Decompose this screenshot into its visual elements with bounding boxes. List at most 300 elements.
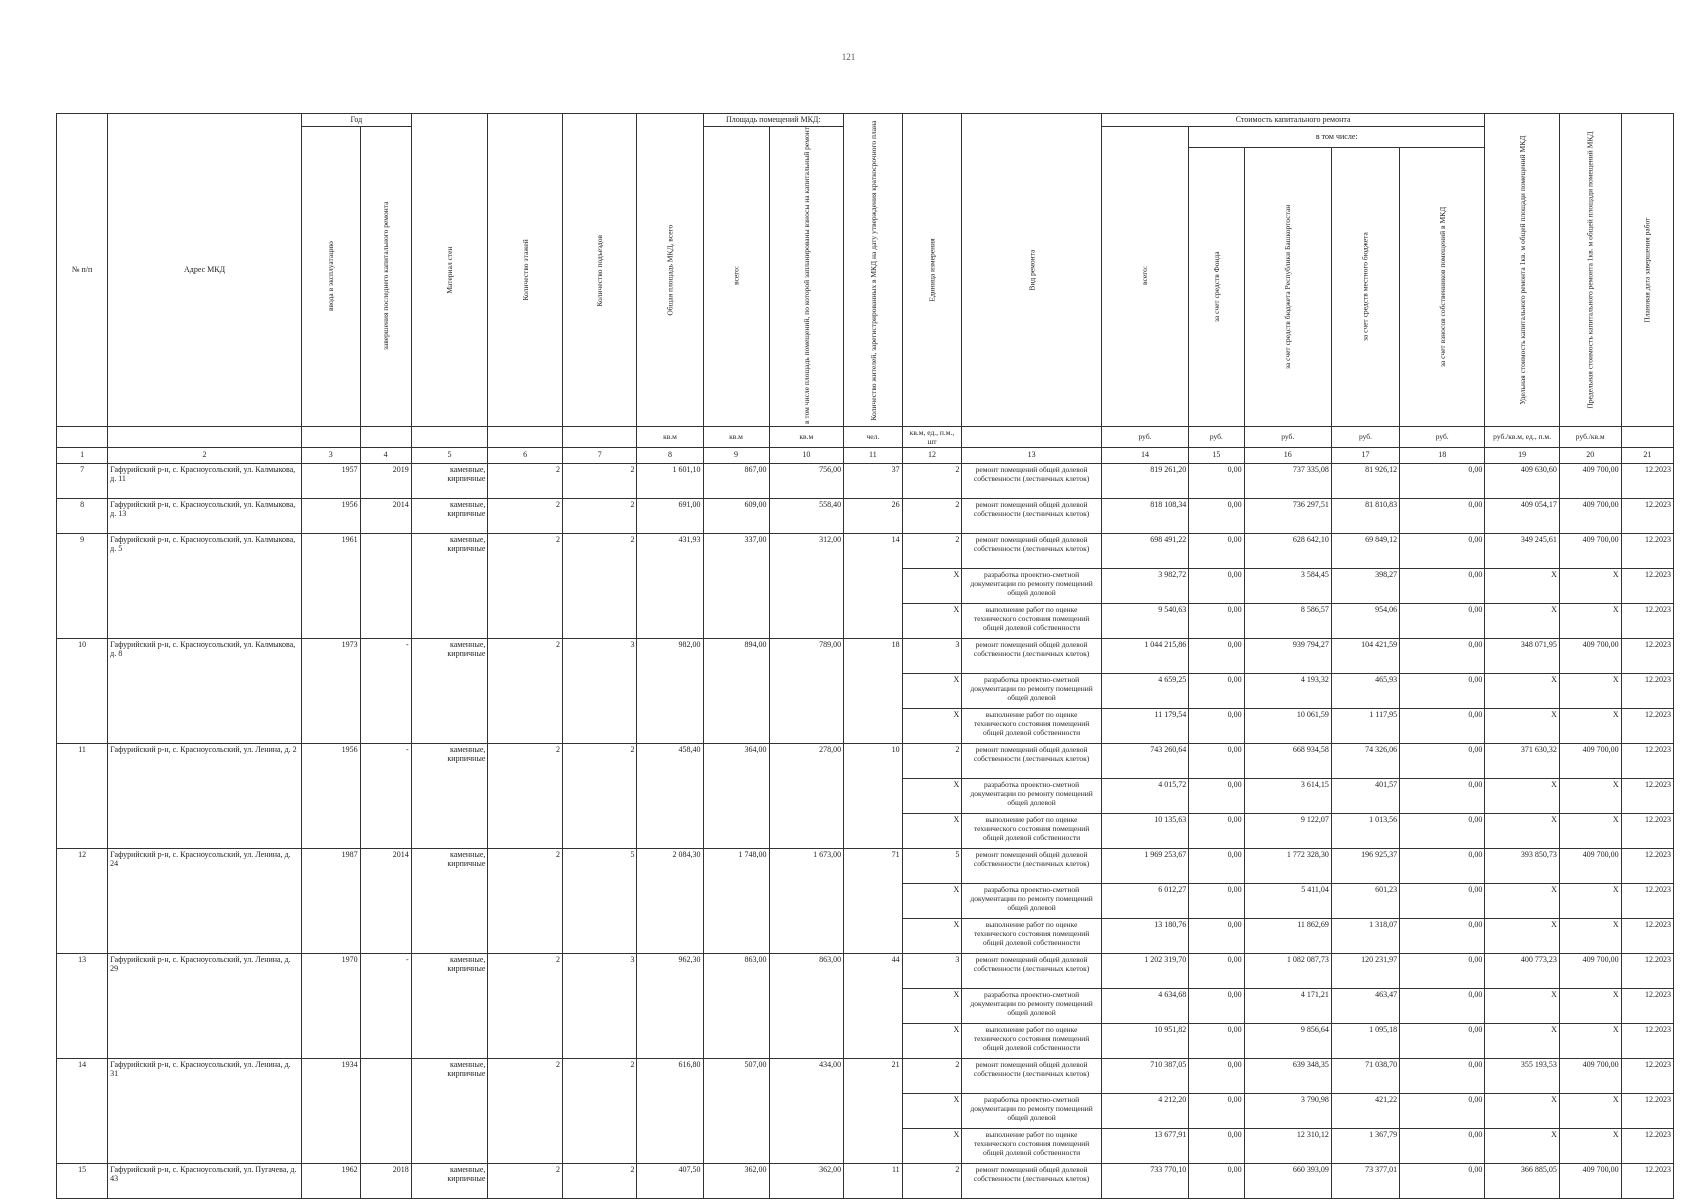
specific-cost: 348 071,95 — [1485, 638, 1560, 673]
cost-owners: 0,00 — [1400, 638, 1485, 673]
cost-republic: 668 934,58 — [1244, 743, 1331, 778]
cost-local: 81 926,12 — [1331, 463, 1399, 498]
column-number: 20 — [1559, 447, 1621, 463]
header-cost-local: за счет средств местного бюджета — [1331, 147, 1399, 426]
wall-material-cell: каменные, кирпичные — [411, 463, 488, 498]
address-cell: Гафурийский р-н, с. Красноусольский, ул. Калмыкова, д. 8 — [108, 638, 302, 743]
cost-republic: 4 193,32 — [1244, 673, 1331, 708]
header-cost-total: всего: — [1101, 126, 1188, 426]
repair-type: выполнение работ по оценке технического состояния помещений общей долевой собственности — [962, 813, 1102, 848]
wall-material-cell: каменные, кирпичные — [411, 743, 488, 848]
cost-local: 1 095,18 — [1331, 1023, 1399, 1058]
repair-type: ремонт помещений общей долевой собственности (лестничных клеток) — [962, 638, 1102, 673]
premises-repair-cell: 558,40 — [769, 498, 844, 533]
cost-republic: 11 862,69 — [1244, 918, 1331, 953]
repair-type: ремонт помещений общей долевой собственности (лестничных клеток) — [962, 463, 1102, 498]
table-row — [57, 1163, 1674, 1198]
unit-cell — [962, 426, 1102, 447]
header-entrances: Количество подъездов — [562, 114, 637, 427]
limit-cost: X — [1559, 673, 1621, 708]
deadline: 12.2023 — [1621, 1093, 1673, 1128]
header-total-area: Общая площадь МКД, всего — [637, 114, 703, 427]
specific-cost: 393 850,73 — [1485, 848, 1560, 883]
deadline: 12.2023 — [1621, 813, 1673, 848]
cost-republic: 10 061,59 — [1244, 708, 1331, 743]
wall-material-cell: каменные, кирпичные — [411, 1058, 488, 1163]
cost-total: 4 634,68 — [1101, 988, 1188, 1023]
repair-type: ремонт помещений общей долевой собственности (лестничных клеток) — [962, 1163, 1102, 1198]
unit-cell: кв.м — [637, 426, 703, 447]
specific-cost: X — [1485, 918, 1560, 953]
unit-cell: руб. — [1400, 426, 1485, 447]
cost-fund: 0,00 — [1189, 848, 1244, 883]
cost-republic: 939 794,27 — [1244, 638, 1331, 673]
premises-cell: 507,00 — [703, 1058, 769, 1163]
header-wall-material: Материал стен — [411, 114, 488, 427]
specific-cost: X — [1485, 1128, 1560, 1163]
deadline: 12.2023 — [1621, 638, 1673, 673]
cost-owners: 0,00 — [1400, 1023, 1485, 1058]
cost-total: 13 677,91 — [1101, 1128, 1188, 1163]
deadline: 12.2023 — [1621, 743, 1673, 778]
repair-type: выполнение работ по оценке технического состояния помещений общей долевой собственности — [962, 603, 1102, 638]
cost-total: 818 108,34 — [1101, 498, 1188, 533]
column-number: 2 — [108, 447, 302, 463]
entrances-cell: 2 — [562, 463, 637, 498]
cost-fund: 0,00 — [1189, 1128, 1244, 1163]
cost-local: 81 810,83 — [1331, 498, 1399, 533]
row-num: 8 — [57, 498, 108, 533]
cost-owners: 0,00 — [1400, 848, 1485, 883]
entrances-cell: 2 — [562, 533, 637, 638]
floors-cell: 2 — [488, 463, 563, 498]
limit-cost: X — [1559, 883, 1621, 918]
residents-cell: 11 — [844, 1163, 903, 1198]
repair-type: разработка проектно-сметной документации по ремонту помещений общей долевой — [962, 988, 1102, 1023]
specific-cost: 400 773,23 — [1485, 953, 1560, 988]
cost-owners: 0,00 — [1400, 673, 1485, 708]
limit-cost: X — [1559, 708, 1621, 743]
cost-local: 601,23 — [1331, 883, 1399, 918]
cost-fund: 0,00 — [1189, 953, 1244, 988]
address-cell: Гафурийский р-н, с. Красноусольский, ул. Ленина, д. 31 — [108, 1058, 302, 1163]
cost-fund: 0,00 — [1189, 778, 1244, 813]
specific-cost: 409 054,17 — [1485, 498, 1560, 533]
year-repair-cell: - — [360, 638, 411, 743]
residents-cell: 44 — [844, 953, 903, 1058]
unit-cell — [411, 426, 488, 447]
header-cost-group: Стоимость капитального ремонта — [1101, 114, 1484, 127]
cost-local: 120 231,97 — [1331, 953, 1399, 988]
total-area-cell: 1 601,10 — [637, 463, 703, 498]
limit-cost: 409 700,00 — [1559, 1058, 1621, 1093]
unit-value: X — [902, 1023, 962, 1058]
cost-total: 1 969 253,67 — [1101, 848, 1188, 883]
deadline: 12.2023 — [1621, 568, 1673, 603]
limit-cost: 409 700,00 — [1559, 848, 1621, 883]
row-num: 15 — [57, 1163, 108, 1198]
column-number: 17 — [1331, 447, 1399, 463]
cost-owners: 0,00 — [1400, 1058, 1485, 1093]
header-num: № п/п — [57, 114, 108, 427]
cost-local: 73 377,01 — [1331, 1163, 1399, 1198]
unit-value: 2 — [902, 463, 962, 498]
limit-cost: X — [1559, 603, 1621, 638]
repair-type: разработка проектно-сметной документации по ремонту помещений общей долевой — [962, 1093, 1102, 1128]
premises-cell: 867,00 — [703, 463, 769, 498]
unit-cell — [562, 426, 637, 447]
premises-repair-cell: 1 673,00 — [769, 848, 844, 953]
cost-local: 954,06 — [1331, 603, 1399, 638]
floors-cell: 2 — [488, 1058, 563, 1163]
header-residents: Количество жителей, зарегистрированных в МКД на дату утверждения краткосрочного плана — [844, 114, 903, 427]
year-commission-cell: 1957 — [301, 463, 360, 498]
specific-cost: 409 630,60 — [1485, 463, 1560, 498]
entrances-cell: 2 — [562, 498, 637, 533]
column-number: 18 — [1400, 447, 1485, 463]
cost-fund: 0,00 — [1189, 1058, 1244, 1093]
specific-cost: X — [1485, 1023, 1560, 1058]
header-year-group: Год — [301, 114, 411, 127]
cost-owners: 0,00 — [1400, 813, 1485, 848]
limit-cost: X — [1559, 1023, 1621, 1058]
specific-cost: 366 885,05 — [1485, 1163, 1560, 1198]
cost-owners: 0,00 — [1400, 708, 1485, 743]
cost-local: 1 367,79 — [1331, 1128, 1399, 1163]
year-repair-cell: 2014 — [360, 498, 411, 533]
specific-cost: X — [1485, 708, 1560, 743]
column-number: 16 — [1244, 447, 1331, 463]
residents-cell: 14 — [844, 533, 903, 638]
repair-type: разработка проектно-сметной документации по ремонту помещений общей долевой — [962, 883, 1102, 918]
residents-cell: 37 — [844, 463, 903, 498]
limit-cost: 409 700,00 — [1559, 743, 1621, 778]
floors-cell: 2 — [488, 533, 563, 638]
year-repair-cell: 2014 — [360, 848, 411, 953]
limit-cost: X — [1559, 813, 1621, 848]
cost-fund: 0,00 — [1189, 988, 1244, 1023]
cost-republic: 9 122,07 — [1244, 813, 1331, 848]
cost-fund: 0,00 — [1189, 638, 1244, 673]
cost-fund: 0,00 — [1189, 673, 1244, 708]
column-number: 4 — [360, 447, 411, 463]
deadline: 12.2023 — [1621, 463, 1673, 498]
entrances-cell: 2 — [562, 743, 637, 848]
cost-owners: 0,00 — [1400, 533, 1485, 568]
unit-value: X — [902, 708, 962, 743]
limit-cost: 409 700,00 — [1559, 638, 1621, 673]
table-row — [57, 1058, 1674, 1093]
unit-cell — [108, 426, 302, 447]
floors-cell: 2 — [488, 848, 563, 953]
cost-republic: 9 856,64 — [1244, 1023, 1331, 1058]
unit-cell: чел. — [844, 426, 903, 447]
cost-local: 421,22 — [1331, 1093, 1399, 1128]
unit-cell: кв.м, ед., п.м., шт — [902, 426, 962, 447]
repair-type: выполнение работ по оценке технического состояния помещений общей долевой собственности — [962, 918, 1102, 953]
cost-fund: 0,00 — [1189, 533, 1244, 568]
unit-value: X — [902, 883, 962, 918]
year-commission-cell: 1961 — [301, 533, 360, 638]
row-num: 7 — [57, 463, 108, 498]
column-number: 8 — [637, 447, 703, 463]
cost-republic: 639 348,35 — [1244, 1058, 1331, 1093]
total-area-cell: 982,00 — [637, 638, 703, 743]
unit-cell: руб. — [1244, 426, 1331, 447]
deadline: 12.2023 — [1621, 708, 1673, 743]
cost-total: 3 982,72 — [1101, 568, 1188, 603]
cost-owners: 0,00 — [1400, 883, 1485, 918]
deadline: 12.2023 — [1621, 603, 1673, 638]
unit-value: 2 — [902, 743, 962, 778]
header-cost-fund: за счет средств Фонда — [1189, 147, 1244, 426]
repair-type: выполнение работ по оценке технического состояния помещений общей долевой собственности — [962, 1128, 1102, 1163]
deadline: 12.2023 — [1621, 953, 1673, 988]
total-area-cell: 458,40 — [637, 743, 703, 848]
limit-cost: 409 700,00 — [1559, 1163, 1621, 1198]
cost-total: 6 012,27 — [1101, 883, 1188, 918]
cost-owners: 0,00 — [1400, 1163, 1485, 1198]
cost-total: 819 261,20 — [1101, 463, 1188, 498]
specific-cost: X — [1485, 778, 1560, 813]
cost-local: 463,47 — [1331, 988, 1399, 1023]
column-number: 19 — [1485, 447, 1560, 463]
cost-owners: 0,00 — [1400, 918, 1485, 953]
table-row — [57, 848, 1674, 883]
unit-value: X — [902, 568, 962, 603]
cost-republic: 3 584,45 — [1244, 568, 1331, 603]
entrances-cell: 2 — [562, 1163, 637, 1198]
unit-value: X — [902, 778, 962, 813]
premises-cell: 609,00 — [703, 498, 769, 533]
premises-cell: 1 748,00 — [703, 848, 769, 953]
cost-owners: 0,00 — [1400, 778, 1485, 813]
address-cell: Гафурийский р-н, с. Красноусольский, ул. Калмыкова, д. 11 — [108, 463, 302, 498]
cost-republic: 3 790,98 — [1244, 1093, 1331, 1128]
specific-cost: X — [1485, 568, 1560, 603]
total-area-cell: 2 084,30 — [637, 848, 703, 953]
deadline: 12.2023 — [1621, 778, 1673, 813]
cost-republic: 5 411,04 — [1244, 883, 1331, 918]
deadline: 12.2023 — [1621, 1128, 1673, 1163]
residents-cell: 26 — [844, 498, 903, 533]
unit-cell — [57, 426, 108, 447]
column-number: 13 — [962, 447, 1102, 463]
repair-type: ремонт помещений общей долевой собственности (лестничных клеток) — [962, 743, 1102, 778]
cost-local: 104 421,59 — [1331, 638, 1399, 673]
column-number: 21 — [1621, 447, 1673, 463]
header-address: Адрес МКД — [108, 114, 302, 427]
premises-cell: 863,00 — [703, 953, 769, 1058]
row-num: 14 — [57, 1058, 108, 1163]
cost-total: 4 659,25 — [1101, 673, 1188, 708]
year-repair-cell: 2019 — [360, 463, 411, 498]
row-num: 10 — [57, 638, 108, 743]
specific-cost: X — [1485, 988, 1560, 1023]
floors-cell: 2 — [488, 743, 563, 848]
year-commission-cell: 1970 — [301, 953, 360, 1058]
premises-repair-cell: 756,00 — [769, 463, 844, 498]
header-year-last-repair: завершения последнего капитального ремонта — [360, 126, 411, 426]
cost-republic: 628 642,10 — [1244, 533, 1331, 568]
unit-cell: руб./кв.м — [1559, 426, 1621, 447]
total-area-cell: 407,50 — [637, 1163, 703, 1198]
cost-owners: 0,00 — [1400, 498, 1485, 533]
unit-cell: кв.м — [769, 426, 844, 447]
cost-fund: 0,00 — [1189, 743, 1244, 778]
cost-fund: 0,00 — [1189, 1023, 1244, 1058]
column-number: 9 — [703, 447, 769, 463]
unit-cell: руб. — [1101, 426, 1188, 447]
year-commission-cell: 1956 — [301, 498, 360, 533]
limit-cost: X — [1559, 918, 1621, 953]
repair-type: ремонт помещений общей долевой собственности (лестничных клеток) — [962, 953, 1102, 988]
units-row — [57, 426, 1674, 447]
repair-type: разработка проектно-сметной документации по ремонту помещений общей долевой — [962, 673, 1102, 708]
header-premises-group: Площадь помещений МКД: — [703, 114, 844, 127]
wall-material-cell: каменные, кирпичные — [411, 953, 488, 1058]
cost-fund: 0,00 — [1189, 463, 1244, 498]
cost-local: 401,57 — [1331, 778, 1399, 813]
floors-cell: 2 — [488, 953, 563, 1058]
total-area-cell: 691,00 — [637, 498, 703, 533]
specific-cost: 371 630,32 — [1485, 743, 1560, 778]
unit-cell: руб. — [1331, 426, 1399, 447]
year-commission-cell: 1956 — [301, 743, 360, 848]
wall-material-cell: каменные, кирпичные — [411, 533, 488, 638]
year-repair-cell — [360, 1058, 411, 1163]
year-commission-cell: 1962 — [301, 1163, 360, 1198]
cost-owners: 0,00 — [1400, 603, 1485, 638]
column-number: 7 — [562, 447, 637, 463]
premises-cell: 337,00 — [703, 533, 769, 638]
unit-value: 2 — [902, 1163, 962, 1198]
entrances-cell: 2 — [562, 1058, 637, 1163]
column-number: 12 — [902, 447, 962, 463]
cost-fund: 0,00 — [1189, 708, 1244, 743]
total-area-cell: 962,30 — [637, 953, 703, 1058]
unit-value: X — [902, 813, 962, 848]
limit-cost: X — [1559, 1128, 1621, 1163]
cost-owners: 0,00 — [1400, 1093, 1485, 1128]
cost-total: 4 015,72 — [1101, 778, 1188, 813]
specific-cost: X — [1485, 1093, 1560, 1128]
repair-plan-table — [56, 113, 1674, 1199]
table-header — [57, 114, 1674, 464]
header-cost-owners: за счет взносов собственников помещений в МКД — [1400, 147, 1485, 426]
cost-total: 698 491,22 — [1101, 533, 1188, 568]
deadline: 12.2023 — [1621, 533, 1673, 568]
header-deadline: Плановая дата завершения работ — [1621, 114, 1673, 427]
row-num: 11 — [57, 743, 108, 848]
header-unit: Единица измерения — [902, 114, 962, 427]
deadline: 12.2023 — [1621, 498, 1673, 533]
table-row — [57, 638, 1674, 673]
deadline: 12.2023 — [1621, 918, 1673, 953]
wall-material-cell: каменные, кирпичные — [411, 848, 488, 953]
unit-value: 2 — [902, 498, 962, 533]
cost-local: 1 117,95 — [1331, 708, 1399, 743]
cost-total: 10 951,82 — [1101, 1023, 1188, 1058]
header-limit-cost: Предельная стоимость капитального ремонта 1кв. м общей площади помещений МКД — [1559, 114, 1621, 427]
unit-value: 3 — [902, 638, 962, 673]
floors-cell: 2 — [488, 638, 563, 743]
premises-repair-cell: 362,00 — [769, 1163, 844, 1198]
unit-cell: руб. — [1189, 426, 1244, 447]
limit-cost: 409 700,00 — [1559, 463, 1621, 498]
premises-repair-cell: 434,00 — [769, 1058, 844, 1163]
table-row — [57, 953, 1674, 988]
cost-total: 11 179,54 — [1101, 708, 1188, 743]
year-repair-cell: 2018 — [360, 1163, 411, 1198]
header-year-commission: ввода в эксплуатацию — [301, 126, 360, 426]
column-number: 6 — [488, 447, 563, 463]
limit-cost: X — [1559, 568, 1621, 603]
cost-local: 465,93 — [1331, 673, 1399, 708]
unit-cell: руб./кв.м, ед., п.м. — [1485, 426, 1560, 447]
cost-republic: 737 335,08 — [1244, 463, 1331, 498]
cost-owners: 0,00 — [1400, 743, 1485, 778]
cost-republic: 12 310,12 — [1244, 1128, 1331, 1163]
cost-fund: 0,00 — [1189, 568, 1244, 603]
column-number: 1 — [57, 447, 108, 463]
unit-value: X — [902, 603, 962, 638]
table-body — [57, 463, 1674, 1198]
limit-cost: X — [1559, 1093, 1621, 1128]
cost-local: 74 326,06 — [1331, 743, 1399, 778]
specific-cost: X — [1485, 883, 1560, 918]
cost-total: 710 387,05 — [1101, 1058, 1188, 1093]
cost-owners: 0,00 — [1400, 988, 1485, 1023]
repair-type: выполнение работ по оценке технического состояния помещений общей долевой собственности — [962, 708, 1102, 743]
cost-republic: 8 586,57 — [1244, 603, 1331, 638]
limit-cost: X — [1559, 778, 1621, 813]
cost-local: 398,27 — [1331, 568, 1399, 603]
unit-value: 2 — [902, 533, 962, 568]
cost-local: 71 038,70 — [1331, 1058, 1399, 1093]
deadline: 12.2023 — [1621, 988, 1673, 1023]
address-cell: Гафурийский р-н, с. Красноусольский, ул. Калмыкова, д. 13 — [108, 498, 302, 533]
specific-cost: X — [1485, 673, 1560, 708]
residents-cell: 18 — [844, 638, 903, 743]
unit-cell — [301, 426, 360, 447]
cost-total: 733 770,10 — [1101, 1163, 1188, 1198]
page-number: 121 — [841, 52, 856, 62]
table-row — [57, 533, 1674, 568]
wall-material-cell: каменные, кирпичные — [411, 498, 488, 533]
floors-cell: 2 — [488, 1163, 563, 1198]
limit-cost: 409 700,00 — [1559, 953, 1621, 988]
limit-cost: 409 700,00 — [1559, 533, 1621, 568]
entrances-cell: 3 — [562, 953, 637, 1058]
cost-local: 69 849,12 — [1331, 533, 1399, 568]
address-cell: Гафурийский р-н, с. Красноусольский, ул. Калмыкова, д. 5 — [108, 533, 302, 638]
floors-cell: 2 — [488, 498, 563, 533]
cost-fund: 0,00 — [1189, 883, 1244, 918]
limit-cost: 409 700,00 — [1559, 498, 1621, 533]
total-area-cell: 616,80 — [637, 1058, 703, 1163]
header-cost-republic: за счет средств бюджета Республики Башкортостан — [1244, 147, 1331, 426]
specific-cost: 355 193,53 — [1485, 1058, 1560, 1093]
year-repair-cell — [360, 533, 411, 638]
unit-value: X — [902, 988, 962, 1023]
row-num: 12 — [57, 848, 108, 953]
row-num: 9 — [57, 533, 108, 638]
repair-type: ремонт помещений общей долевой собственности (лестничных клеток) — [962, 1058, 1102, 1093]
unit-value: X — [902, 1128, 962, 1163]
year-commission-cell: 1973 — [301, 638, 360, 743]
wall-material-cell: каменные, кирпичные — [411, 1163, 488, 1198]
